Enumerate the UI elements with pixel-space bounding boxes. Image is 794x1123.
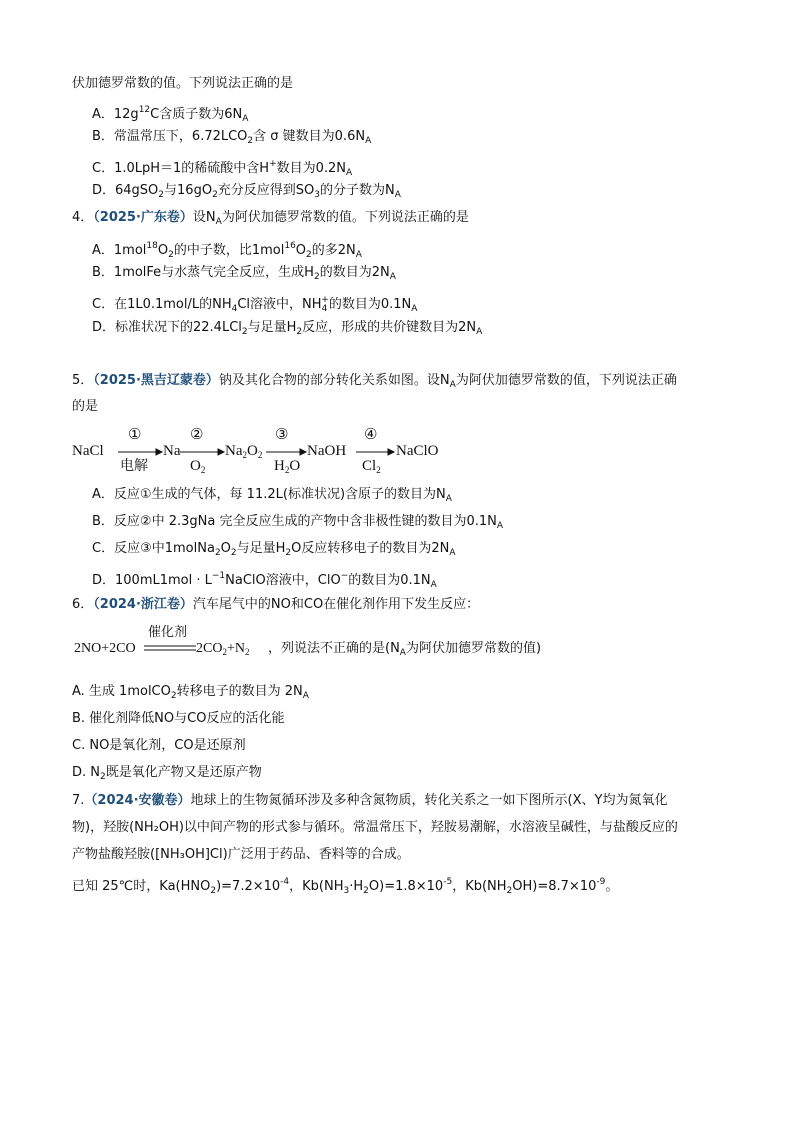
q5-option-c: C．反应③中$1molNa_2O_2$与足量$H_2O$反应转移电子的数目为$2N_A$ <box>92 541 456 558</box>
arrow-1-head <box>156 449 162 455</box>
q4-stem: 4．（2025·广东卷）设$N_A$为阿伏加德罗常数的值。下列说法正确的是 <box>72 210 469 227</box>
q3-option-b: B．常温常压下，$6.72LCO_2$含 σ 键数目为$0.6N_A$ <box>92 129 372 146</box>
q4-option-d: D．标准状况下的22.4LCl$_2$与足量$H_2$反应，形成的共价键数目为$2N_A$ <box>92 320 483 337</box>
q4-option-b: B．1molFe与水蒸气完全反应，生成$H_2$的数目为$2N_A$ <box>92 265 396 282</box>
q3-option-c: C．1.0LpH＝1的稀硫酸中含H+数目为$0.2N_A$ <box>92 159 353 178</box>
step-2-label: ② <box>190 427 204 443</box>
q5-stem-cont: 的是 <box>72 399 99 414</box>
step-4-label: ④ <box>364 427 378 443</box>
cond-3: $H_2O$ <box>274 458 301 475</box>
q4-option-a: A．$1mol^{18}O_2$的中子数，比$1mol^{16}O_2$的多$2N_A$ <box>92 241 362 260</box>
q7-line-3: 产物盐酸羟胺([NH₃OH]Cl)广泛用于药品、香料等的合成。 <box>72 847 410 862</box>
q7-constants: 已知 25℃时，$Ka(HNO_2)=7.2\times 10^{-4}$，$Kb(NH_3\cdot H_2O)=1.8\times 10^{-5}$，$Kb(NH_2OH)=8.7\times 10^{-9}$。 <box>72 877 619 896</box>
cond-2: $O_2$ <box>190 458 206 475</box>
step-3-label: ③ <box>275 427 289 443</box>
q6-option-b: B. 催化剂降低NO与CO反应的活化能 <box>72 711 285 726</box>
eq-reactants: 2NO+2CO <box>74 641 136 656</box>
q3-option-d: D．64gSO$_2$与$16gO_2$充分反应得到$SO_3$的分子数为$N_A$ <box>92 183 401 200</box>
species-nacl: NaCl <box>72 443 104 459</box>
q3-option-a: A．$12g^{12}C$含质子数为$6N_A$ <box>92 105 249 124</box>
eq-equals-sign <box>144 644 196 652</box>
species-na: Na <box>163 443 181 459</box>
eq-products: $2CO_2+N_2$ <box>196 641 250 657</box>
cond-1: 电解 <box>120 458 148 474</box>
sodium-conversion-scheme <box>72 426 452 478</box>
q5-option-a: A．反应①生成的气体，每 11.2L(标准状况)含原子的数目为$N_A$ <box>92 487 452 504</box>
species-naclo: NaClO <box>396 443 439 459</box>
arrow-4-head <box>388 449 394 455</box>
q5-stem: 5．（2025·黑吉辽蒙卷）钠及其化合物的部分转化关系如图。设$N_A$为阿伏加德罗常数的值，下列说法正确 <box>72 373 677 390</box>
q6-stem: 6．（2024·浙江卷）汽车尾气中的NO和CO在催化剂作用下发生反应： <box>72 597 480 612</box>
q5-option-d: D．$100mL1mol \cdot L^{-1}NaClO$溶液中，ClO−的数目为$0.1N_A$ <box>92 571 437 590</box>
arrow-3-head <box>300 449 306 455</box>
q5-option-b: B．反应②中 2.3gNa 完全反应生成的产物中含非极性键的数目为$0.1N_A$ <box>92 514 504 531</box>
cond-4: $Cl_2$ <box>362 458 381 475</box>
q6-option-d: D. $N_2$既是氧化产物又是还原产物 <box>72 765 262 782</box>
species-naoh: NaOH <box>307 443 347 459</box>
q7-stem: 7.（2024·安徽卷）地球上的生物氮循环涉及多种含氮物质，转化关系之一如下图所示(X、Y均为氮氧化 <box>72 793 668 808</box>
eq-question: ，列说法不正确的是($N_A$为阿伏加德罗常数的值) <box>268 641 542 658</box>
q4-option-c: C．在1L0.1mol/L的$NH_4Cl$溶液中，$NH_4^+$的数目为$0.1N_A$ <box>92 295 418 314</box>
arrow-2-head <box>218 449 224 455</box>
eq-catalyst: 催化剂 <box>148 625 188 640</box>
q6-option-c: C. NO是氧化剂，CO是还原剂 <box>72 738 246 753</box>
q3-stem: 伏加德罗常数的值。下列说法正确的是 <box>72 76 294 91</box>
q6-option-a: A. 生成 1molCO$_2$转移电子的数目为 $2N_A$ <box>72 684 309 701</box>
step-1-label: ① <box>128 427 142 443</box>
q7-line-2: 物)，羟胺(NH₂OH)以中间产物的形式参与循环。常温常压下，羟胺易潮解，水溶液呈碱性，与盐酸反应的 <box>72 820 678 835</box>
species-na2o2: $Na_2O_2$ <box>225 443 263 460</box>
